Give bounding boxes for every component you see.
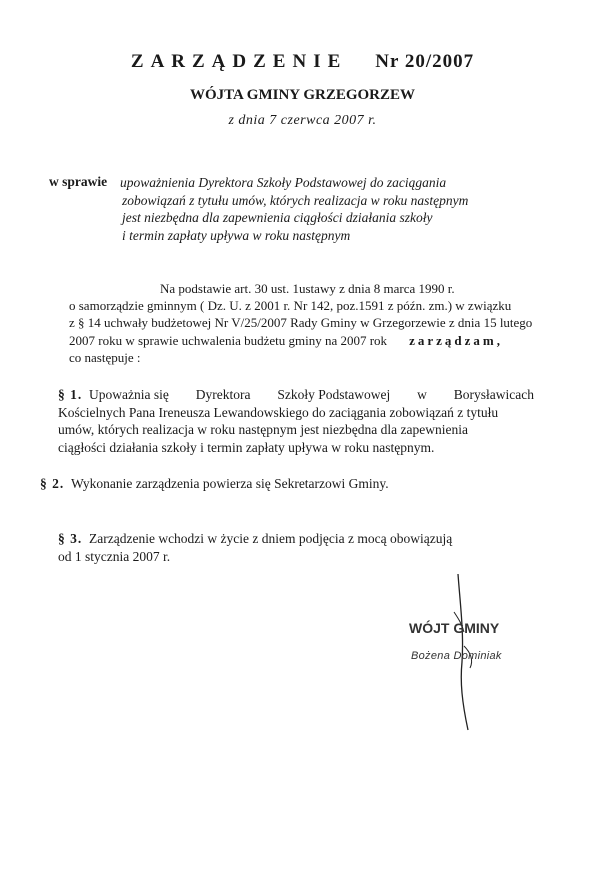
- paragraph-line: [58, 386, 534, 404]
- paragraph-word: Szkoły Podstawowej: [277, 387, 391, 402]
- paragraph-word: Borysławicach: [453, 387, 534, 402]
- basis-line: [69, 332, 532, 349]
- paragraph-1: [58, 386, 534, 456]
- stamp-title: WÓJT GMINY: [409, 620, 500, 636]
- paragraph-line: ciągłości działania szkoły i termin zapłaty upływa w roku następnym.: [58, 439, 435, 455]
- paragraph-3: [58, 530, 452, 565]
- paragraph-line: Kościelnych Pana Ireneusza Lewandowskiego do zaciągania zobowiązań z tytułu: [58, 404, 499, 420]
- stamp-name: Bożena Dominiak: [411, 650, 502, 662]
- document-date: z dnia 7 czerwca 2007 r.: [228, 113, 377, 128]
- title-word: ZARZĄDZENIE: [130, 51, 348, 72]
- paragraph-word: Dyrektora: [195, 387, 251, 402]
- paragraph-2: [40, 475, 389, 493]
- paragraph-word: Upoważnia się: [89, 387, 169, 402]
- paragraph-line: [58, 530, 452, 548]
- subject-line: jest niezbędna dla zapewnienia ciągłości działania szkoły: [122, 210, 433, 225]
- basis-line-text: 2007 roku w sprawie uchwalenia budżetu gminy na 2007 rok: [69, 332, 388, 348]
- document-subtitle: WÓJTA GMINY GRZEGORZEW: [189, 87, 416, 103]
- subject-line: upoważnienia Dyrektora Szkoły Podstawowej do zaciągania: [120, 175, 447, 190]
- section-number: § 3.: [58, 531, 83, 546]
- subject-line: i termin zapłaty upływa w roku następnym: [122, 227, 351, 243]
- legal-basis: [69, 280, 532, 366]
- basis-line: z § 14 uchwały budżetowej Nr V/25/2007 Rady Gminy w Grzegorzewie z dnia 15 lutego: [69, 315, 533, 331]
- paragraph-text: Zarządzenie wchodzi w życie z dniem podjęcia z mocą obowiązują: [89, 531, 453, 546]
- paragraph-word-group: [58, 386, 169, 404]
- section-number: § 2.: [40, 476, 65, 491]
- basis-line: co następuje :: [69, 349, 141, 365]
- paragraph-text: Wykonanie zarządzenia powierza się Sekretarzowi Gminy.: [71, 476, 389, 491]
- basis-line: Na podstawie art. 30 ust. 1ustawy z dnia 8 marca 1990 r.: [160, 281, 455, 296]
- paragraph-line: umów, których realizacja w roku następnym jest niezbędna dla zapewnienia: [58, 422, 468, 437]
- subject-label: w sprawie: [49, 174, 108, 189]
- document-title: [0, 51, 605, 73]
- title-number: Nr 20/2007: [375, 51, 475, 72]
- subject-line: zobowiązań z tytułu umów, których realizacja w roku następnym: [122, 192, 469, 208]
- section-number: § 1.: [58, 387, 83, 402]
- paragraph-word: w: [417, 387, 427, 402]
- subject-text: [120, 174, 468, 244]
- decree-keyword: zarządzam,: [409, 332, 503, 348]
- basis-line: o samorządzie gminnym ( Dz. U. z 2001 r. Nr 142, poz.1591 z późn. zm.) w związku: [69, 298, 512, 314]
- paragraph-line: od 1 stycznia 2007 r.: [58, 548, 171, 564]
